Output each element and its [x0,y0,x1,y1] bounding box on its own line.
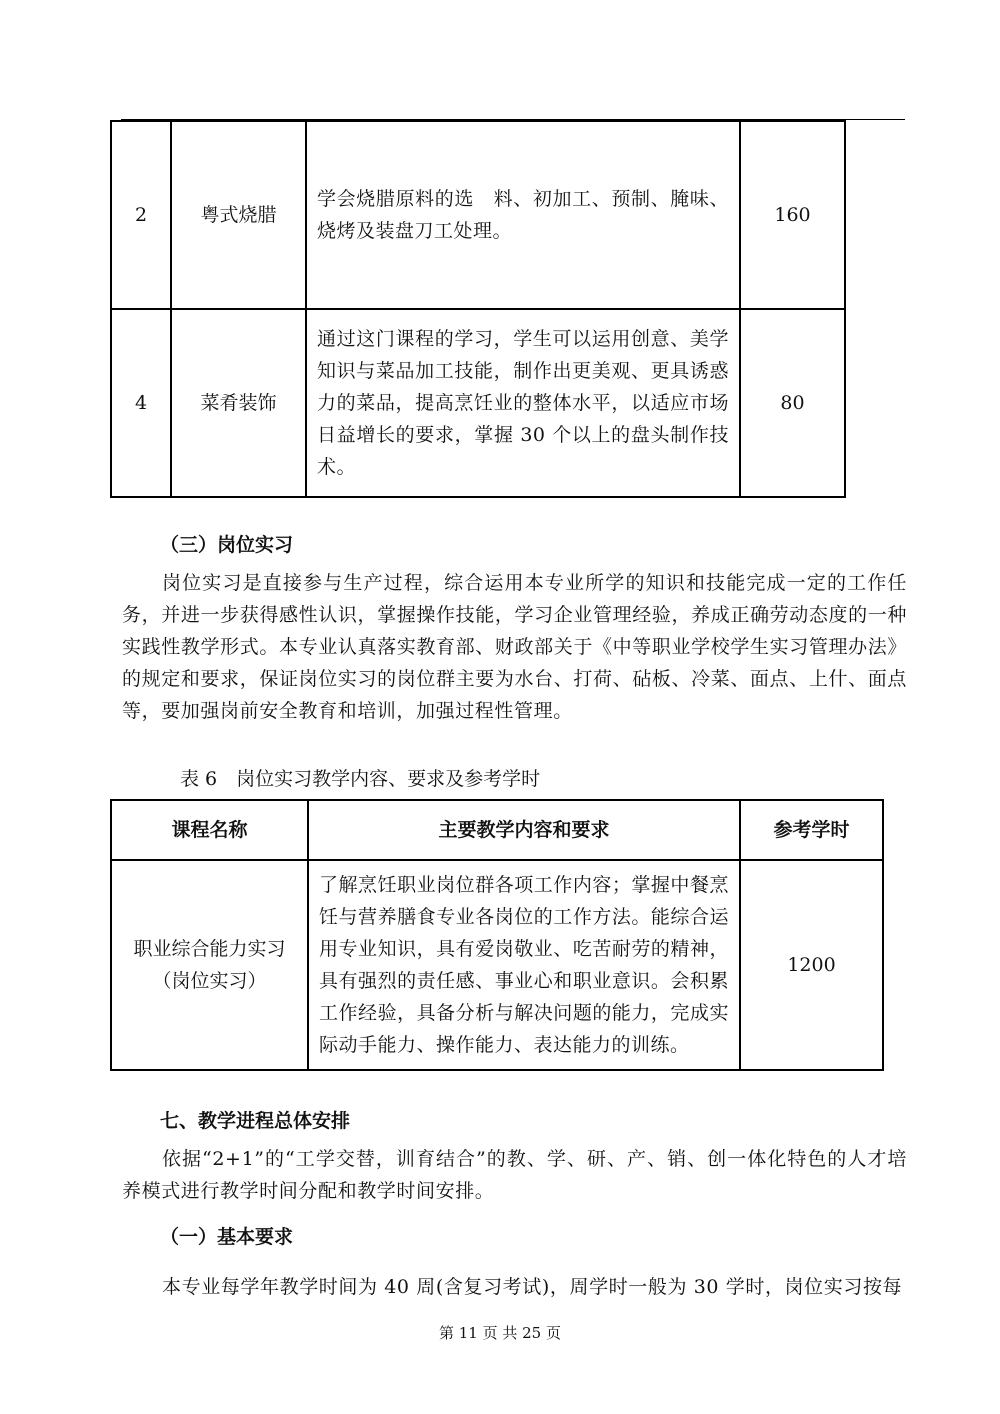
section-heading-basic: （一）基本要求 [160,1226,294,1248]
basic-requirements-paragraph [122,1271,907,1303]
course-hours: 160 [740,121,845,309]
course-name-line2: （岗位实习） [152,970,267,992]
header-course: 课程名称 [111,800,308,860]
internship-paragraph [122,567,907,727]
course-hours: 1200 [740,860,883,1070]
course-content: 了解烹饪职业岗位群各项工作内容；掌握中餐烹饪与营养膳食专业各岗位的工作方法。能综合运用专业知识，具有爱岗敬业、吃苦耐劳的精神，具有强烈的责任感、事业心和职业意识。会积累工作经验，具备分析与解决问题的能力，完成实际动手能力、操作能力、表达能力的训练。 [308,860,740,1070]
section-heading-internship: （三）岗位实习 [160,534,294,556]
header-content: 主要教学内容和要求 [308,800,740,860]
paragraph-text: 岗位实习是直接参与生产过程，综合运用本专业所学的知识和技能完成一定的工作任务，并进一步获得感性认识，掌握操作技能，学习企业管理经验，养成正确劳动态度的一种实践性教学形式。本专业认真落实教育部、财政部关于《中等职业学校学生实习管理办法》的规定和要求，保证岗位实习的岗位群主要为水台、打荷、砧板、冷菜、面点、上什、面点等，要加强岗前安全教育和培训，加强过程性管理。 [122,572,907,722]
header-hours: 参考学时 [740,800,883,860]
table-header-row [111,800,883,860]
course-hours: 80 [740,309,845,497]
table-caption: 表 6 岗位实习教学内容、要求及参考学时 [180,768,541,790]
section-heading-seven: 七、教学进程总体安排 [160,1110,351,1132]
course-content: 学会烧腊原料的选 料、初加工、预制、腌味、烧烤及装盘刀工处理。 [306,121,740,309]
table-row [111,860,883,1070]
course-name-line1: 职业综合能力实习 [133,938,286,960]
course-name [111,860,308,1070]
paragraph-text: 本专业每学年教学时间为 40 周(含复习考试)，周学时一般为 30 学时，岗位实习按每 [162,1276,903,1298]
section-seven-paragraph [122,1143,907,1207]
course-table-continued [110,120,846,498]
course-name: 粤式烧腊 [171,121,306,309]
course-name: 菜肴装饰 [171,309,306,497]
internship-table [110,799,884,1071]
table-row [111,309,845,497]
row-number: 4 [111,309,171,497]
paragraph-text: 依据“2+1”的“工学交替，训育结合”的教、学、研、产、销、创一体化特色的人才培养模式进行教学时间分配和教学时间安排。 [122,1148,907,1202]
page-footer: 第 11 页 共 25 页 [438,1324,561,1342]
course-content: 通过这门课程的学习，学生可以运用创意、美学知识与菜品加工技能，制作出更美观、更具诱惑力的菜品，提高烹饪业的整体水平，以适应市场日益增长的要求，掌握 30 个以上的盘头制作技术。 [306,309,740,497]
table-row [111,121,845,309]
row-number: 2 [111,121,171,309]
